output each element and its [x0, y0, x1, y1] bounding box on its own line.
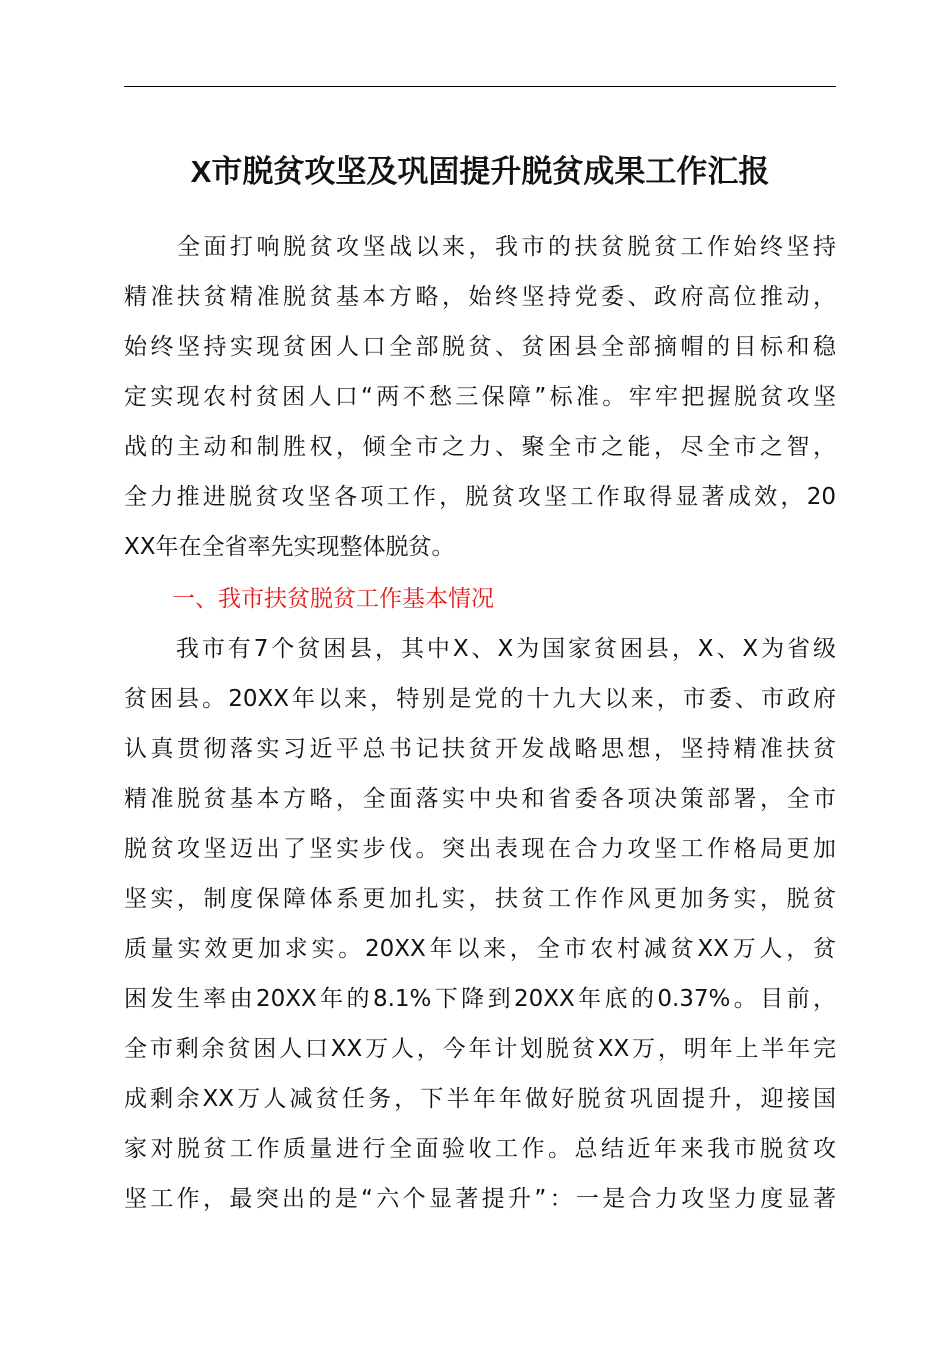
paragraph-line: 全面打响脱贫攻坚战以来，我市的扶贫脱贫工作始终坚持: [124, 234, 836, 260]
paragraph-line: 认真贯彻落实习近平总书记扶贫开发战略思想，坚持精准扶贫: [124, 736, 836, 762]
paragraph-line: 坚工作，最突出的是“六个显著提升”：一是合力攻坚力度显著: [124, 1186, 836, 1212]
paragraph-line: 家对脱贫工作质量进行全面验收工作。总结近年来我市脱贫攻: [124, 1136, 836, 1162]
title-prefix: X: [190, 154, 212, 189]
paragraph-line: 贫困县。20XX年以来，特别是党的十九大以来，市委、市政府: [124, 686, 836, 712]
paragraph-line: 坚实，制度保障体系更加扎实，扶贫工作作风更加务实，脱贫: [124, 886, 836, 912]
title-text: 市脱贫攻坚及巩固提升脱贫成果工作汇报: [211, 154, 770, 190]
paragraph-intro: [124, 222, 836, 572]
paragraph-line: 全力推进脱贫攻坚各项工作，脱贫攻坚工作取得显著成效，20: [124, 484, 836, 510]
section-heading: 一、我市扶贫脱贫工作基本情况: [172, 586, 494, 612]
paragraph-line: 精准扶贫精准脱贫基本方略，始终坚持党委、政府高位推动，: [124, 284, 836, 310]
paragraph-line: 始终坚持实现贫困人口全部脱贫、贫困县全部摘帽的目标和稳: [124, 334, 836, 360]
header-rule: [124, 86, 836, 87]
document-title: [124, 150, 836, 194]
paragraph-line: 脱贫攻坚迈出了坚实步伐。突出表现在合力攻坚工作格局更加: [124, 836, 836, 862]
paragraph-line: XX年在全省率先实现整体脱贫。: [124, 534, 455, 560]
paragraph-line: 成剩余XX万人减贫任务，下半年年做好脱贫巩固提升，迎接国: [124, 1086, 836, 1112]
paragraph-line: 我市有7个贫困县，其中X、X为国家贫困县，X、X为省级: [124, 636, 836, 662]
paragraph-basic-situation: [124, 624, 836, 1224]
paragraph-line: 战的主动和制胜权，倾全市之力、聚全市之能，尽全市之智，: [124, 434, 836, 460]
paragraph-line: 困发生率由20XX年的8.1%下降到20XX年底的0.37%。目前，: [124, 986, 836, 1012]
paragraph-line: 定实现农村贫困人口“两不愁三保障”标准。牢牢把握脱贫攻坚: [124, 384, 836, 410]
paragraph-line: 全市剩余贫困人口XX万人，今年计划脱贫XX万，明年上半年完: [124, 1036, 836, 1062]
paragraph-line: 精准脱贫基本方略，全面落实中央和省委各项决策部署，全市: [124, 786, 836, 812]
paragraph-line: 质量实效更加求实。20XX年以来，全市农村减贫XX万人，贫: [124, 936, 836, 962]
